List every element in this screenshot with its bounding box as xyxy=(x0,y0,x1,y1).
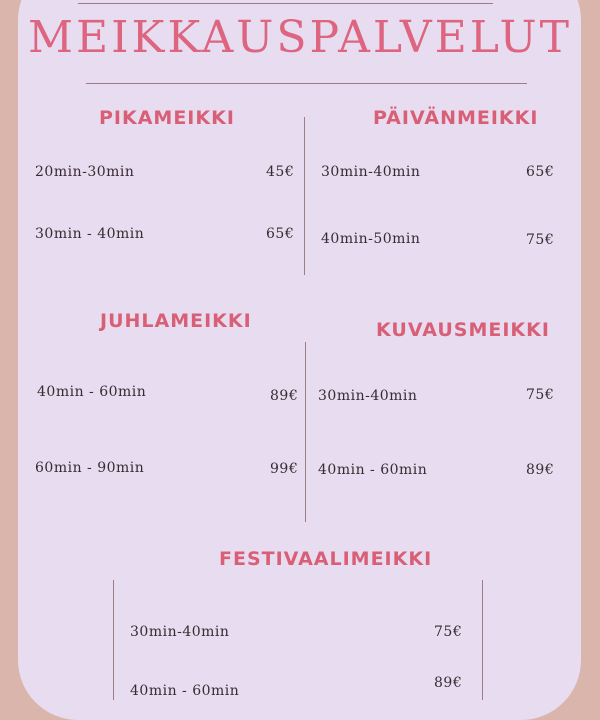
service-price: 99€ xyxy=(270,461,299,477)
service-duration: 20min-30min xyxy=(35,164,135,180)
title-divider xyxy=(86,83,527,84)
service-price: 65€ xyxy=(526,164,555,180)
column-divider xyxy=(482,580,483,700)
service-price: 89€ xyxy=(270,388,299,404)
section-title-juhlameikki: JUHLAMEIKKI xyxy=(100,310,252,332)
service-duration: 30min - 40min xyxy=(35,226,145,242)
service-price: 45€ xyxy=(266,164,295,180)
service-duration: 40min - 60min xyxy=(37,384,147,400)
service-price: 89€ xyxy=(434,675,463,691)
section-title-kuvausmeikki: KUVAUSMEIKKI xyxy=(376,319,550,341)
column-divider xyxy=(113,580,114,700)
column-divider xyxy=(305,342,306,522)
service-duration: 40min-50min xyxy=(321,231,421,247)
service-duration: 40min - 60min xyxy=(130,683,240,699)
service-duration: 30min-40min xyxy=(130,624,230,640)
column-divider xyxy=(304,117,305,275)
service-price: 75€ xyxy=(526,232,555,248)
service-duration: 30min-40min xyxy=(318,388,418,404)
service-price: 65€ xyxy=(266,226,295,242)
service-duration: 30min-40min xyxy=(321,164,421,180)
service-duration: 40min - 60min xyxy=(318,462,428,478)
service-price: 75€ xyxy=(434,624,463,640)
service-price: 89€ xyxy=(526,462,555,478)
service-price: 75€ xyxy=(526,387,555,403)
section-title-paivanmeikki: PÄIVÄNMEIKKI xyxy=(373,107,539,129)
section-title-festivaalimeikki: FESTIVAALIMEIKKI xyxy=(219,548,433,570)
section-title-pikameikki: PIKAMEIKKI xyxy=(99,107,235,129)
page-title: MEIKKAUSPALVELUT xyxy=(28,12,572,63)
service-duration: 60min - 90min xyxy=(35,460,145,476)
top-divider xyxy=(78,3,493,4)
